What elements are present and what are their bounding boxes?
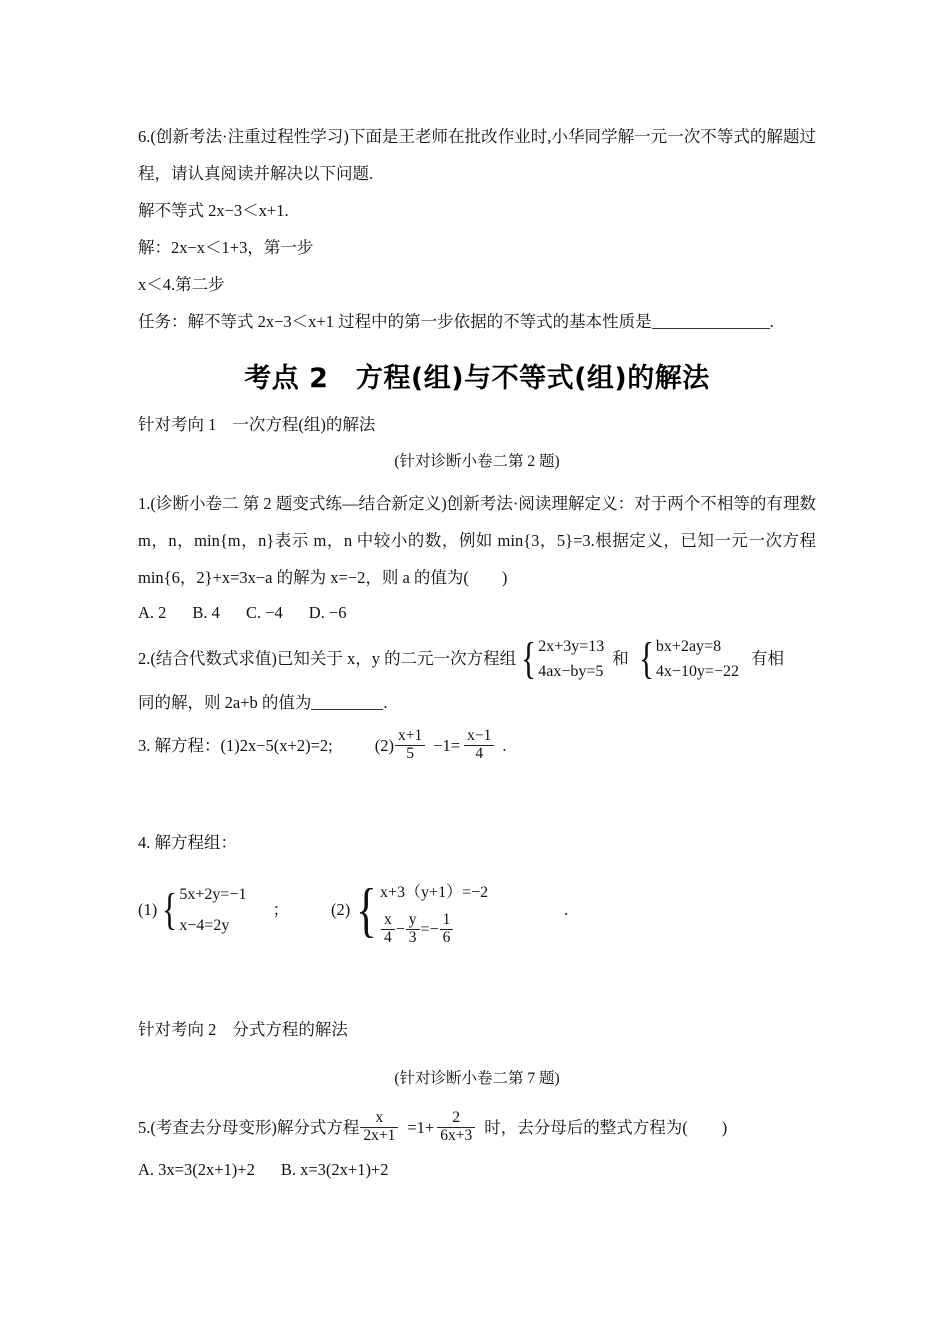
system-2-equation-2: 4x−10y=−22 — [655, 663, 739, 680]
answer-blank[interactable] — [652, 313, 770, 329]
fraction-denominator: 6x+3 — [440, 1126, 473, 1144]
question-6-body: 6.(创新考法·注重过程性学习)下面是王老师在批改作业时,小华同学解一元一次不等式的解题过程，请认真阅读并解决以下问题. — [138, 127, 816, 183]
question-2-prefix: 2.(结合代数式求值)已知关于 x，y 的二元一次方程组 — [138, 649, 517, 668]
question-5-line — [138, 1106, 816, 1150]
subsection-1-label: 针对考向 1 — [138, 415, 217, 434]
question-6-block — [138, 118, 816, 340]
question-5-options — [138, 1150, 816, 1190]
system-1-equation-2: 4ax−by=5 — [538, 663, 604, 680]
option-b[interactable]: B. 4 — [192, 603, 220, 622]
question-4-block — [138, 827, 816, 947]
question-4-systems — [138, 873, 816, 947]
question-3-period: . — [502, 736, 507, 755]
question-2-suffix-head: 有相 — [751, 649, 784, 668]
question-1-options — [138, 596, 816, 630]
question-5-middle: =1+ — [407, 1118, 435, 1138]
fraction-numerator: x−1 — [464, 728, 494, 746]
fraction-numerator: 2 — [437, 1110, 475, 1128]
question-2-line-2 — [138, 684, 816, 721]
question-6-task-text: 任务：解不等式 2x−3＜x+1 过程中的第一步依据的不等式的基本性质是 — [138, 312, 652, 331]
left-brace-icon: { — [356, 876, 377, 943]
question-6-task-period: . — [769, 312, 774, 331]
fraction-numerator: y — [406, 912, 420, 930]
fraction-denominator: 2x+1 — [363, 1126, 396, 1144]
question-3-part-2-middle: −1= — [433, 736, 461, 755]
question-6-step-2: x＜4.第二步 — [138, 275, 225, 294]
fraction-numerator: x+1 — [395, 728, 425, 746]
question-4-semicolon: ； — [272, 900, 289, 920]
option-a[interactable]: A. 3x=3(2x+1)+2 — [138, 1160, 255, 1180]
subsection-2-reference: (针对诊断小卷二第 7 题) — [394, 1070, 560, 1088]
option-c[interactable]: C. −4 — [245, 603, 283, 622]
system-4-1-equation-2: x−4=2y — [179, 917, 230, 935]
answer-blank[interactable] — [311, 694, 383, 710]
question-3-block — [138, 723, 816, 769]
fraction-numerator: x — [381, 912, 395, 930]
page-content — [138, 118, 816, 1190]
question-2-line-1 — [138, 634, 816, 684]
fraction-2-over-6x-plus-3 — [437, 1110, 475, 1144]
equals-negative: =− — [420, 920, 439, 938]
question-5-block — [138, 1106, 816, 1190]
fraction-denominator: 5 — [406, 744, 414, 762]
fraction-numerator: 1 — [440, 912, 454, 930]
fraction-denominator: 6 — [442, 928, 451, 946]
system-4-2-equation-2 — [380, 913, 488, 947]
work-space-question-4 — [138, 947, 816, 999]
fraction-x-over-2x-plus-1 — [360, 1110, 398, 1144]
question-4-period: . — [564, 900, 569, 920]
question-6-task — [138, 303, 816, 340]
equation-system-4-2 — [352, 873, 488, 947]
subsection-1-reference: (针对诊断小卷二第 2 题) — [394, 453, 560, 470]
option-d[interactable]: D. −6 — [308, 603, 347, 622]
question-3-label: 3. 解方程： — [138, 736, 221, 755]
question-4-part-2-label: (2) — [330, 900, 351, 920]
question-5-suffix: 时，去分母后的整式方程为( — [484, 1118, 688, 1138]
fraction-x-over-4 — [381, 912, 395, 946]
system-2-equation-1: bx+2ay=8 — [655, 638, 722, 655]
fraction-x-plus-1-over-5 — [395, 728, 425, 762]
fraction-denominator: 4 — [384, 928, 392, 946]
left-brace-icon: { — [638, 633, 654, 683]
fraction-denominator: 3 — [408, 928, 417, 946]
minus-operator: − — [395, 920, 405, 938]
question-4-label: 4. 解方程组： — [138, 833, 237, 852]
question-4-part-1-label: (1) — [138, 900, 158, 920]
question-6-step-1: 解：2x−x＜1+3，第一步 — [138, 238, 314, 257]
section-title: 考点 2 方程(组)与不等式(组)的解法 — [244, 363, 710, 394]
fraction-x-minus-1-over-4 — [464, 728, 494, 762]
question-1-body: 1.(诊断小卷二 第 2 题变式练—结合新定义)创新考法·阅读理解定义：对于两个不相等的有理数 m，n，min{m，n}表示 m，n 中较小的数，例如 min{3，5}=3.根据定义，已知一元一次方程 min{6，2}+x=3x−a 的解为 x=−2，则 a 的值为( ) — [138, 494, 816, 587]
fraction-y-over-3 — [406, 912, 420, 946]
option-a[interactable]: A. 2 — [138, 603, 167, 622]
question-2-period: . — [383, 693, 388, 712]
subsection-2-name: 分式方程的解法 — [232, 1020, 348, 1040]
equation-system-4-1 — [159, 879, 246, 941]
system-4-1-equation-1: 5x+2y=−1 — [179, 886, 247, 904]
equation-system-2 — [636, 634, 739, 684]
question-5-close-paren: ) — [721, 1118, 728, 1138]
fraction-numerator: x — [360, 1110, 398, 1128]
fraction-1-over-6 — [440, 912, 454, 946]
subsection-1-name: 一次方程(组)的解法 — [232, 415, 376, 434]
subsection-2-label: 针对考向 2 — [138, 1020, 217, 1040]
question-6-inequality: 解不等式 2x−3＜x+1. — [138, 201, 289, 220]
question-3-line — [138, 723, 816, 769]
system-4-2-equation-1: x+3（y+1）=−2 — [380, 884, 489, 901]
question-2-conjunction: 和 — [612, 649, 629, 668]
system-1-equation-1: 2x+3y=13 — [538, 638, 605, 655]
equation-system-1 — [518, 634, 604, 684]
left-brace-icon: { — [162, 885, 178, 935]
work-space-question-3 — [138, 769, 816, 827]
question-2-suffix: 同的解，则 2a+b 的值为 — [138, 693, 312, 712]
question-5-prefix: 5.(考查去分母变形)解分式方程 — [138, 1118, 360, 1138]
left-brace-icon: { — [521, 633, 537, 683]
question-3-part-2-label: (2) — [374, 736, 394, 755]
subsection-heading-1 — [138, 408, 816, 441]
question-3-part-1: (1)2x−5(x+2)=2; — [220, 736, 333, 755]
subsection-heading-2 — [138, 1013, 816, 1046]
option-b[interactable]: B. x=3(2x+1)+2 — [280, 1160, 389, 1180]
fraction-denominator: 4 — [475, 744, 484, 762]
question-2-block — [138, 634, 816, 721]
question-1-block — [138, 485, 816, 630]
